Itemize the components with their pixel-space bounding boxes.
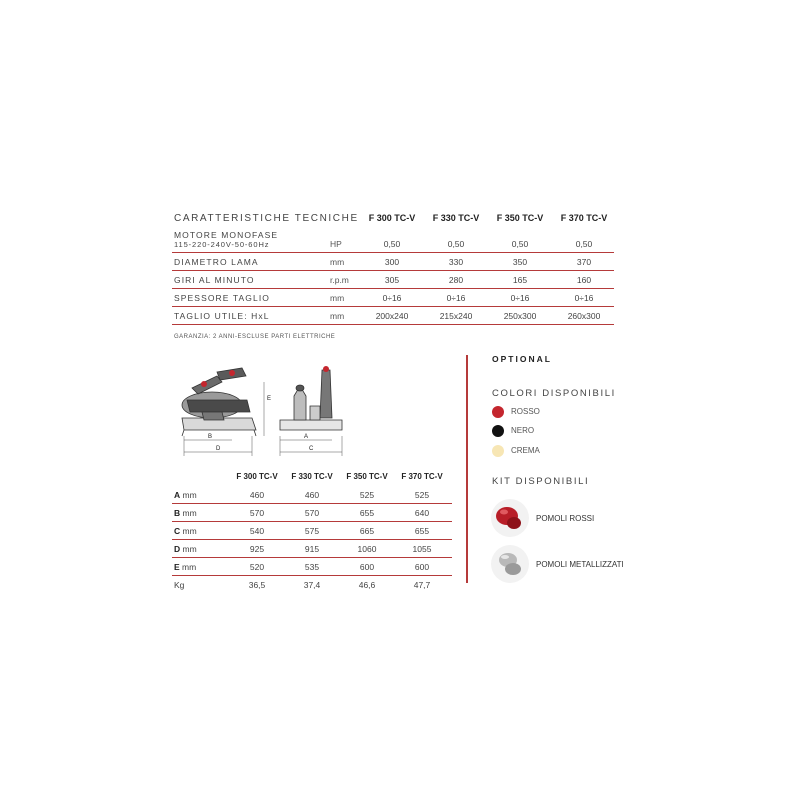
specs-title: CARATTERISTICHE TECNICHE: [174, 213, 359, 224]
dim-value: 570: [304, 508, 320, 518]
spec-unit: r.p.m: [330, 275, 349, 285]
dim-row-label: C mm: [174, 526, 197, 536]
color-swatch-icon: [492, 425, 504, 437]
spec-value: 0,50: [383, 239, 401, 249]
dim-value: 665: [359, 526, 375, 536]
dim-value: 570: [249, 508, 265, 518]
dim-value: 1060: [357, 544, 377, 554]
spec-value: 0÷16: [510, 293, 530, 303]
dim-row-label: B mm: [174, 508, 197, 518]
dim-value: 37,4: [303, 580, 321, 590]
spec-model-header: F 350 TC-V: [496, 213, 544, 223]
color-name: ROSSO: [511, 407, 540, 416]
spec-value: 330: [448, 257, 464, 267]
spec-value: 0,50: [511, 239, 529, 249]
spec-unit: mm: [330, 293, 345, 303]
dim-row-c: [172, 522, 452, 540]
dim-model-header: F 350 TC-V: [346, 472, 388, 481]
dim-value: 47,7: [413, 580, 431, 590]
specs-header: [172, 210, 614, 230]
spec-label: [174, 231, 278, 249]
spec-model-header: F 300 TC-V: [368, 213, 416, 223]
dim-row-a: [172, 486, 452, 504]
kit-metal-knobs: [490, 544, 650, 584]
dim-value: 460: [249, 490, 265, 500]
kit-name: POMOLI ROSSI: [536, 514, 595, 523]
spec-row-blade-diameter: [172, 253, 614, 271]
spec-row-useful-cut: [172, 307, 614, 325]
dim-value: 460: [304, 490, 320, 500]
spec-label-main: MOTORE MONOFASE: [174, 230, 279, 240]
dim-value: 600: [414, 562, 430, 572]
dim-value: 575: [304, 526, 320, 536]
spec-model-header: F 370 TC-V: [560, 213, 608, 223]
kits-title: KIT DISPONIBILI: [492, 476, 590, 487]
dim-label-c: C: [309, 446, 314, 452]
dim-value: 36,5: [248, 580, 266, 590]
spec-value: 305: [384, 275, 400, 285]
color-name: CREMA: [511, 446, 540, 455]
spec-value: 370: [576, 257, 592, 267]
dim-row-label: Kg: [174, 580, 185, 590]
kit-name: POMOLI METALLIZZATI: [536, 560, 624, 569]
dim-value: 915: [304, 544, 320, 554]
spec-row-cut-thickness: [172, 289, 614, 307]
spec-value: 0÷16: [446, 293, 466, 303]
dim-row-d: [172, 540, 452, 558]
spec-unit: mm: [330, 257, 345, 267]
dim-row-label: D mm: [174, 544, 197, 554]
spec-value: 260x300: [567, 311, 601, 321]
dim-value: 540: [249, 526, 265, 536]
spec-label: SPESSORE TAGLIO: [174, 293, 271, 303]
color-name: NERO: [511, 426, 535, 435]
spec-row-rpm: [172, 271, 614, 289]
dim-label-a: A: [304, 434, 309, 440]
dim-value: 655: [414, 526, 430, 536]
dim-model-header: F 300 TC-V: [236, 472, 278, 481]
dim-value: 46,6: [358, 580, 376, 590]
dim-row-label: E mm: [174, 562, 197, 572]
spec-row-motor: [172, 230, 614, 253]
spec-value: 200x240: [375, 311, 409, 321]
dim-row-weight: [172, 576, 452, 593]
colors-title: COLORI DISPONIBILI: [492, 388, 616, 399]
color-swatch-icon: [492, 445, 504, 457]
red-knobs-icon: [490, 498, 530, 538]
spec-unit: HP: [330, 239, 342, 249]
dim-value: 535: [304, 562, 320, 572]
section-divider: [466, 355, 468, 583]
slicer-dimension-drawing: [172, 360, 362, 460]
dim-value: 525: [359, 490, 375, 500]
spec-value: 350: [512, 257, 528, 267]
dim-row-b: [172, 504, 452, 522]
dim-model-header: F 330 TC-V: [291, 472, 333, 481]
dim-label-b: B: [208, 434, 213, 440]
spec-label: TAGLIO UTILE: HxL: [174, 311, 270, 321]
metal-knobs-icon: [490, 544, 530, 584]
spec-label-sub: 115-220-240V-50-60Hz: [174, 240, 270, 249]
spec-value: 0÷16: [382, 293, 402, 303]
dim-value: 1055: [412, 544, 432, 554]
optional-title: OPTIONAL: [492, 354, 552, 364]
kit-red-knobs: [490, 498, 650, 538]
spec-unit: mm: [330, 311, 345, 321]
color-swatch-icon: [492, 406, 504, 418]
spec-value: 0,50: [447, 239, 465, 249]
side-view: [182, 368, 256, 436]
dim-row-label: A mm: [174, 490, 197, 500]
technical-specs-table: [172, 210, 614, 325]
spec-value: 280: [448, 275, 464, 285]
dim-value: 925: [249, 544, 265, 554]
spec-value: 300: [384, 257, 400, 267]
front-view: [280, 366, 342, 430]
dim-model-header: F 370 TC-V: [401, 472, 443, 481]
dim-value: 520: [249, 562, 265, 572]
spec-value: 215x240: [439, 311, 473, 321]
dim-value: 600: [359, 562, 375, 572]
dims-header: [172, 470, 452, 486]
spec-label: GIRI AL MINUTO: [174, 275, 255, 285]
dim-value: 525: [414, 490, 430, 500]
dimensions-table: [172, 470, 452, 593]
spec-value: 165: [512, 275, 528, 285]
spec-value: 0÷16: [574, 293, 594, 303]
guarantee-note: GARANZIA: 2 ANNI-ESCLUSE PARTI ELETTRICHE: [174, 334, 336, 340]
dim-value: 655: [359, 508, 375, 518]
spec-model-header: F 330 TC-V: [432, 213, 480, 223]
dim-value: 640: [414, 508, 430, 518]
spec-label: DIAMETRO LAMA: [174, 257, 259, 267]
spec-value: 250x300: [503, 311, 537, 321]
dim-label-d: D: [216, 446, 221, 452]
dim-label-e: E: [267, 396, 272, 402]
spec-value: 0,50: [575, 239, 593, 249]
dim-row-e: [172, 558, 452, 576]
spec-value: 160: [576, 275, 592, 285]
